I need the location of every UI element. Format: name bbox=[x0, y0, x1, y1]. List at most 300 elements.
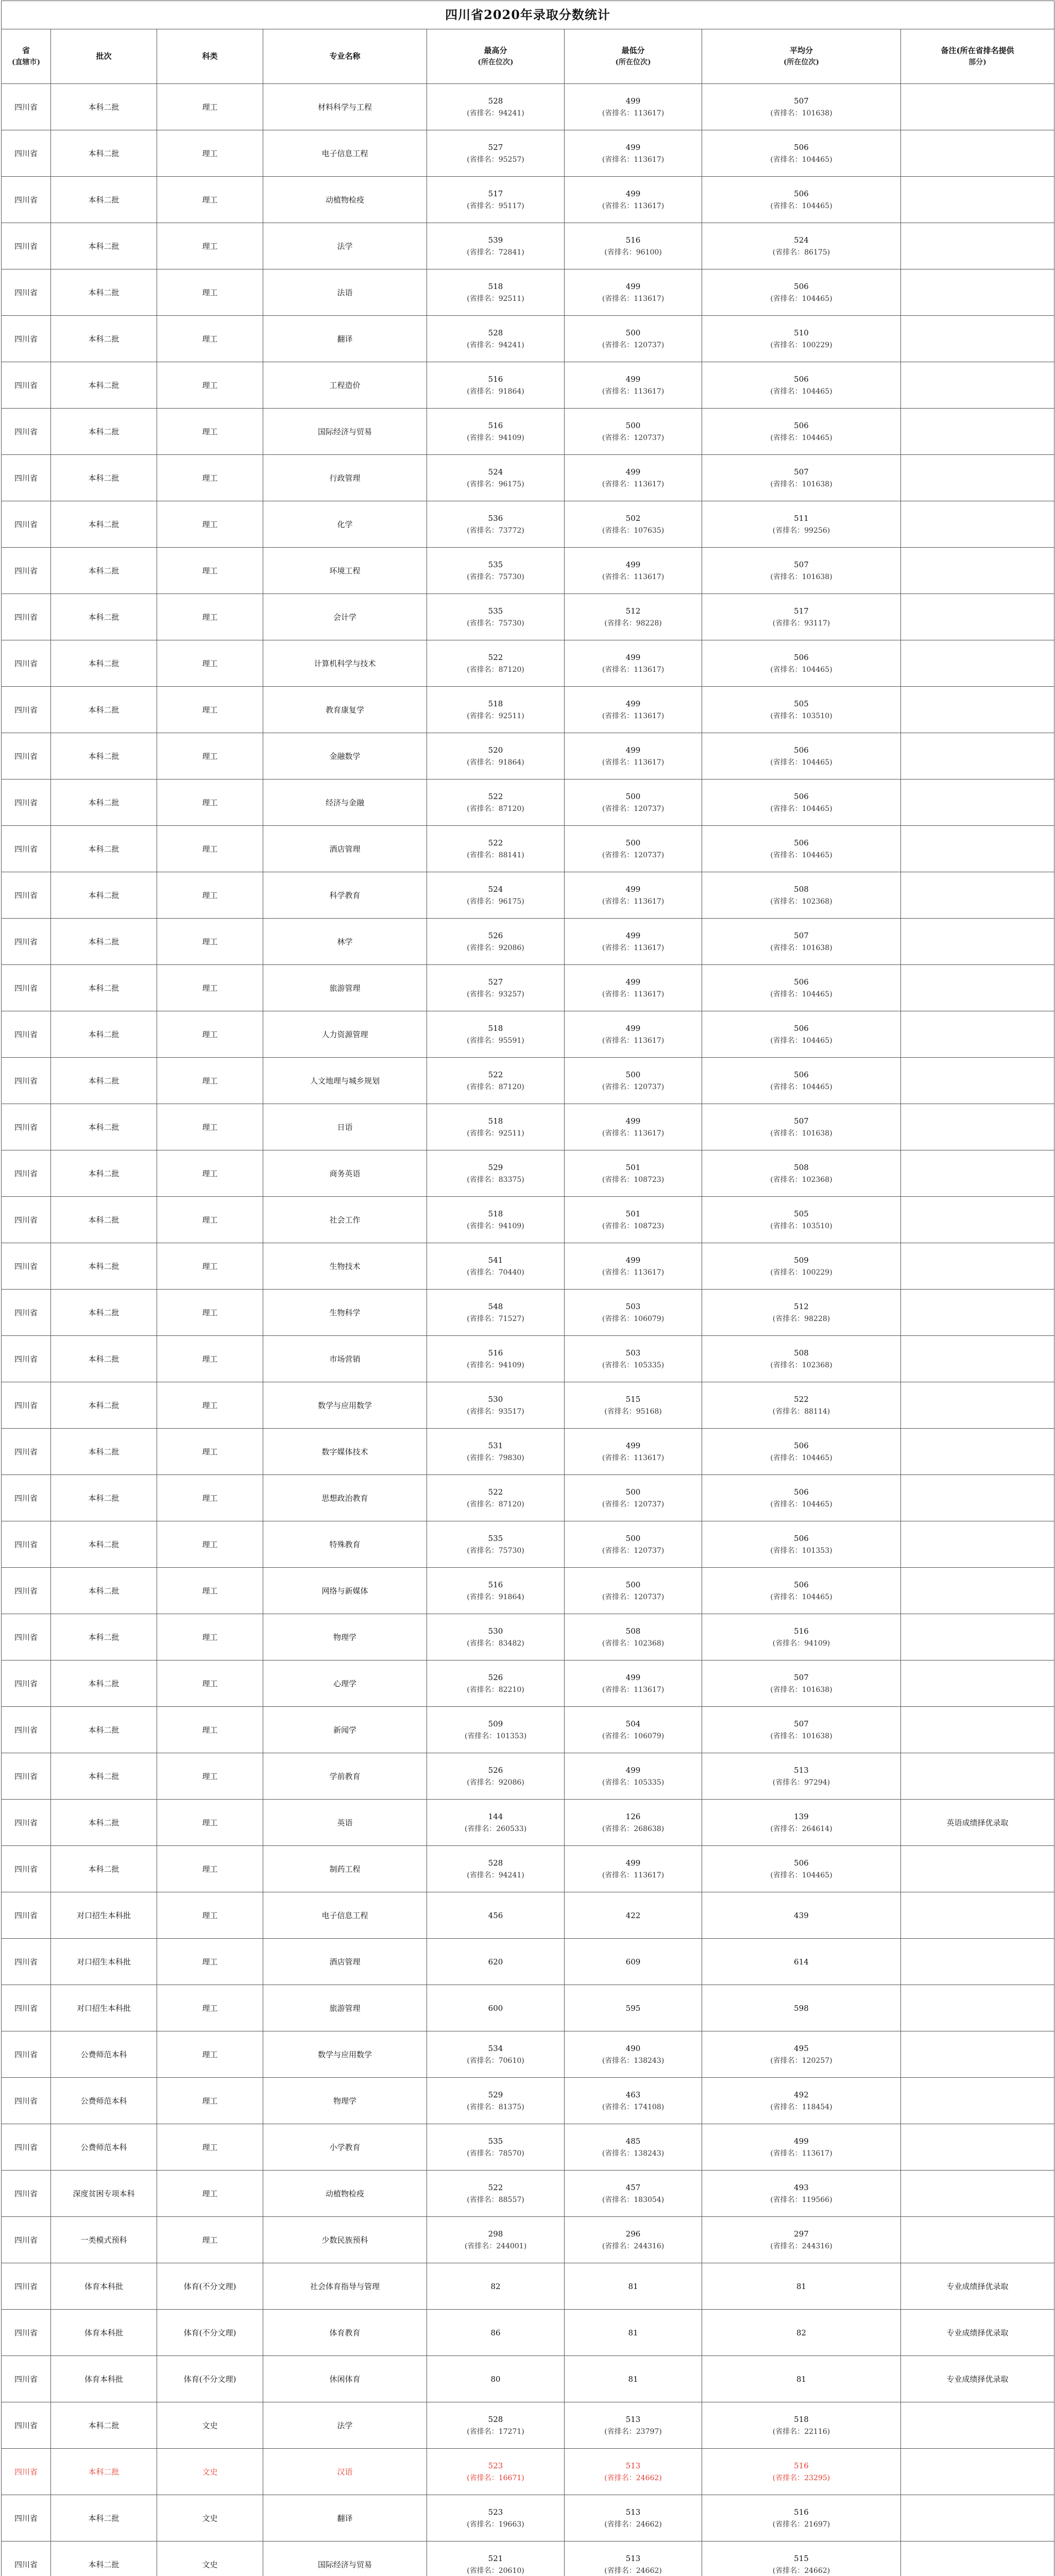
cell-max-score: 530 (省排名：93517) bbox=[427, 1382, 565, 1429]
cell-province: 四川省 bbox=[2, 1521, 51, 1568]
table-row bbox=[2, 1058, 1054, 1104]
cell-category: 理工 bbox=[157, 1382, 263, 1429]
table-row bbox=[2, 2031, 1054, 2078]
cell-min-score: 501 (省排名：108723) bbox=[565, 1197, 702, 1243]
cell-category: 理工 bbox=[157, 409, 263, 455]
cell-major: 英语 bbox=[263, 1800, 427, 1846]
cell-note bbox=[901, 1104, 1054, 1150]
cell-min-score: 515 (省排名：95168) bbox=[565, 1382, 702, 1429]
table-row bbox=[2, 826, 1054, 872]
cell-province: 四川省 bbox=[2, 1475, 51, 1521]
cell-province: 四川省 bbox=[2, 1985, 51, 2031]
cell-avg-score: 516 (省排名：23295) bbox=[702, 2449, 901, 2495]
cell-min-score: 499 (省排名：113617) bbox=[565, 130, 702, 177]
cell-note bbox=[901, 1150, 1054, 1197]
cell-category: 理工 bbox=[157, 965, 263, 1011]
cell-category: 理工 bbox=[157, 455, 263, 501]
cell-max-score: 529 (省排名：81375) bbox=[427, 2078, 565, 2124]
cell-major: 网络与新媒体 bbox=[263, 1568, 427, 1614]
cell-max-score: 531 (省排名：79830) bbox=[427, 1429, 565, 1475]
cell-major: 生物技术 bbox=[263, 1243, 427, 1290]
cell-avg-score: 507 (省排名：101638) bbox=[702, 1707, 901, 1753]
table-row bbox=[2, 1150, 1054, 1197]
cell-min-score: 503 (省排名：105335) bbox=[565, 1336, 702, 1382]
cell-province: 四川省 bbox=[2, 2124, 51, 2171]
cell-avg-score: 517 (省排名：93117) bbox=[702, 594, 901, 640]
cell-min-score: 516 (省排名：96100) bbox=[565, 223, 702, 269]
cell-major: 翻译 bbox=[263, 2495, 427, 2541]
cell-min-score: 499 (省排名：113617) bbox=[565, 548, 702, 594]
cell-max-score: 80 bbox=[427, 2356, 565, 2402]
cell-province: 四川省 bbox=[2, 1846, 51, 1892]
cell-category: 文史 bbox=[157, 2449, 263, 2495]
cell-max-score: 520 (省排名：91864) bbox=[427, 733, 565, 779]
cell-batch: 本科二批 bbox=[51, 2402, 157, 2449]
cell-category: 理工 bbox=[157, 1846, 263, 1892]
cell-min-score: 490 (省排名：138243) bbox=[565, 2031, 702, 2078]
cell-min-score: 81 bbox=[565, 2263, 702, 2310]
cell-max-score: 82 bbox=[427, 2263, 565, 2310]
cell-province: 四川省 bbox=[2, 1660, 51, 1707]
cell-batch: 本科二批 bbox=[51, 733, 157, 779]
cell-note bbox=[901, 2031, 1054, 2078]
cell-major: 日语 bbox=[263, 1104, 427, 1150]
cell-avg-score: 518 (省排名：22116) bbox=[702, 2402, 901, 2449]
cell-avg-score: 439 bbox=[702, 1892, 901, 1939]
cell-province: 四川省 bbox=[2, 1150, 51, 1197]
cell-max-score: 527 (省排名：95257) bbox=[427, 130, 565, 177]
cell-avg-score: 81 bbox=[702, 2356, 901, 2402]
cell-batch: 本科二批 bbox=[51, 1614, 157, 1660]
cell-note bbox=[901, 269, 1054, 316]
cell-category: 理工 bbox=[157, 316, 263, 362]
cell-major: 休闲体育 bbox=[263, 2356, 427, 2402]
table-row bbox=[2, 2124, 1054, 2171]
cell-note bbox=[901, 1521, 1054, 1568]
cell-province: 四川省 bbox=[2, 2078, 51, 2124]
cell-batch: 本科二批 bbox=[51, 1660, 157, 1707]
cell-note bbox=[901, 455, 1054, 501]
cell-province: 四川省 bbox=[2, 1892, 51, 1939]
cell-max-score: 518 (省排名：94109) bbox=[427, 1197, 565, 1243]
cell-max-score: 518 (省排名：92511) bbox=[427, 269, 565, 316]
cell-max-score: 518 (省排名：95591) bbox=[427, 1011, 565, 1058]
cell-max-score: 535 (省排名：75730) bbox=[427, 1521, 565, 1568]
cell-batch: 体育本科批 bbox=[51, 2310, 157, 2356]
cell-major: 酒店管理 bbox=[263, 826, 427, 872]
cell-major: 动植物检疫 bbox=[263, 2171, 427, 2217]
header-min-score: 最低分 (所在位次) bbox=[565, 29, 702, 84]
cell-major: 科学教育 bbox=[263, 872, 427, 919]
cell-avg-score: 614 bbox=[702, 1939, 901, 1985]
cell-note bbox=[901, 177, 1054, 223]
cell-max-score: 535 (省排名：78570) bbox=[427, 2124, 565, 2171]
cell-max-score: 522 (省排名：87120) bbox=[427, 1058, 565, 1104]
cell-note bbox=[901, 2449, 1054, 2495]
cell-batch: 对口招生本科批 bbox=[51, 1892, 157, 1939]
cell-min-score: 513 (省排名：24662) bbox=[565, 2495, 702, 2541]
cell-max-score: 534 (省排名：70610) bbox=[427, 2031, 565, 2078]
cell-avg-score: 499 (省排名：113617) bbox=[702, 2124, 901, 2171]
cell-note bbox=[901, 1243, 1054, 1290]
cell-note bbox=[901, 1614, 1054, 1660]
cell-note bbox=[901, 84, 1054, 130]
cell-major: 特殊教育 bbox=[263, 1521, 427, 1568]
cell-major: 数字媒体技术 bbox=[263, 1429, 427, 1475]
cell-min-score: 500 (省排名：120737) bbox=[565, 1568, 702, 1614]
cell-max-score: 528 (省排名：94241) bbox=[427, 316, 565, 362]
header-note: 备注(所在省排名提供 部分) bbox=[901, 29, 1054, 84]
cell-category: 理工 bbox=[157, 1753, 263, 1800]
table-row bbox=[2, 316, 1054, 362]
cell-note bbox=[901, 1892, 1054, 1939]
cell-min-score: 500 (省排名：120737) bbox=[565, 1521, 702, 1568]
cell-max-score: 522 (省排名：87120) bbox=[427, 1475, 565, 1521]
table-row bbox=[2, 2495, 1054, 2541]
cell-min-score: 500 (省排名：120737) bbox=[565, 779, 702, 826]
cell-major: 行政管理 bbox=[263, 455, 427, 501]
cell-avg-score: 506 (省排名：104465) bbox=[702, 1429, 901, 1475]
cell-note bbox=[901, 362, 1054, 409]
cell-major: 旅游管理 bbox=[263, 965, 427, 1011]
cell-max-score: 522 (省排名：87120) bbox=[427, 779, 565, 826]
cell-category: 文史 bbox=[157, 2495, 263, 2541]
cell-major: 翻译 bbox=[263, 316, 427, 362]
cell-note: 专业成绩择优录取 bbox=[901, 2356, 1054, 2402]
cell-avg-score: 506 (省排名：104465) bbox=[702, 733, 901, 779]
cell-category: 理工 bbox=[157, 1104, 263, 1150]
cell-max-score: 524 (省排名：96175) bbox=[427, 455, 565, 501]
table-row bbox=[2, 1660, 1054, 1707]
cell-avg-score: 507 (省排名：101638) bbox=[702, 1660, 901, 1707]
cell-avg-score: 297 (省排名：244316) bbox=[702, 2217, 901, 2263]
cell-batch: 本科二批 bbox=[51, 687, 157, 733]
cell-avg-score: 506 (省排名：104465) bbox=[702, 965, 901, 1011]
cell-major: 体育教育 bbox=[263, 2310, 427, 2356]
table-row bbox=[2, 687, 1054, 733]
cell-min-score: 499 (省排名：113617) bbox=[565, 919, 702, 965]
cell-category: 理工 bbox=[157, 1707, 263, 1753]
cell-category: 理工 bbox=[157, 1011, 263, 1058]
cell-max-score: 523 (省排名：16671) bbox=[427, 2449, 565, 2495]
header-avg-score: 平均分 (所在位次) bbox=[702, 29, 901, 84]
cell-category: 理工 bbox=[157, 2217, 263, 2263]
cell-min-score: 502 (省排名：107635) bbox=[565, 501, 702, 548]
table-row bbox=[2, 501, 1054, 548]
cell-province: 四川省 bbox=[2, 1058, 51, 1104]
cell-note bbox=[901, 594, 1054, 640]
cell-avg-score: 507 (省排名：101638) bbox=[702, 1104, 901, 1150]
cell-category: 理工 bbox=[157, 1058, 263, 1104]
cell-category: 理工 bbox=[157, 1800, 263, 1846]
cell-avg-score: 507 (省排名：101638) bbox=[702, 548, 901, 594]
table-row bbox=[2, 1753, 1054, 1800]
table-row bbox=[2, 1521, 1054, 1568]
cell-avg-score: 515 (省排名：24662) bbox=[702, 2541, 901, 2576]
cell-min-score: 499 (省排名：113617) bbox=[565, 455, 702, 501]
cell-max-score: 528 (省排名：94241) bbox=[427, 84, 565, 130]
cell-major: 电子信息工程 bbox=[263, 1892, 427, 1939]
table-row bbox=[2, 2356, 1054, 2402]
header-province: 省 (直辖市) bbox=[2, 29, 51, 84]
cell-min-score: 500 (省排名：120737) bbox=[565, 1475, 702, 1521]
cell-batch: 本科二批 bbox=[51, 2541, 157, 2576]
cell-major: 市场营销 bbox=[263, 1336, 427, 1382]
cell-major: 法语 bbox=[263, 269, 427, 316]
cell-max-score: 527 (省排名：93257) bbox=[427, 965, 565, 1011]
cell-max-score: 523 (省排名：19663) bbox=[427, 2495, 565, 2541]
cell-major: 人文地理与城乡规划 bbox=[263, 1058, 427, 1104]
cell-note bbox=[901, 779, 1054, 826]
cell-major: 法学 bbox=[263, 2402, 427, 2449]
cell-batch: 本科二批 bbox=[51, 269, 157, 316]
cell-note bbox=[901, 1475, 1054, 1521]
cell-category: 理工 bbox=[157, 269, 263, 316]
cell-major: 林学 bbox=[263, 919, 427, 965]
cell-note: 专业成绩择优录取 bbox=[901, 2263, 1054, 2310]
cell-min-score: 499 (省排名：113617) bbox=[565, 872, 702, 919]
cell-batch: 本科二批 bbox=[51, 2495, 157, 2541]
cell-batch: 本科二批 bbox=[51, 1011, 157, 1058]
cell-max-score: 517 (省排名：95117) bbox=[427, 177, 565, 223]
cell-batch: 本科二批 bbox=[51, 594, 157, 640]
cell-avg-score: 506 (省排名：104465) bbox=[702, 1011, 901, 1058]
cell-avg-score: 506 (省排名：104465) bbox=[702, 130, 901, 177]
cell-major: 思想政治教育 bbox=[263, 1475, 427, 1521]
cell-max-score: 516 (省排名：91864) bbox=[427, 362, 565, 409]
table-row bbox=[2, 1475, 1054, 1521]
cell-batch: 本科二批 bbox=[51, 779, 157, 826]
table-row bbox=[2, 594, 1054, 640]
cell-batch: 本科二批 bbox=[51, 548, 157, 594]
cell-min-score: 504 (省排名：106079) bbox=[565, 1707, 702, 1753]
cell-batch: 对口招生本科批 bbox=[51, 1985, 157, 2031]
cell-major: 物理学 bbox=[263, 1614, 427, 1660]
cell-batch: 本科二批 bbox=[51, 1568, 157, 1614]
cell-min-score: 595 bbox=[565, 1985, 702, 2031]
cell-avg-score: 82 bbox=[702, 2310, 901, 2356]
cell-min-score: 499 (省排名：113617) bbox=[565, 1104, 702, 1150]
cell-batch: 本科二批 bbox=[51, 1521, 157, 1568]
cell-batch: 公费师范本科 bbox=[51, 2124, 157, 2171]
cell-category: 理工 bbox=[157, 1892, 263, 1939]
table-row bbox=[2, 1892, 1054, 1939]
cell-avg-score: 495 (省排名：120257) bbox=[702, 2031, 901, 2078]
cell-batch: 本科二批 bbox=[51, 640, 157, 687]
cell-min-score: 422 bbox=[565, 1892, 702, 1939]
cell-max-score: 530 (省排名：83482) bbox=[427, 1614, 565, 1660]
cell-category: 理工 bbox=[157, 548, 263, 594]
cell-province: 四川省 bbox=[2, 1011, 51, 1058]
cell-note bbox=[901, 1846, 1054, 1892]
cell-min-score: 508 (省排名：102368) bbox=[565, 1614, 702, 1660]
cell-category: 理工 bbox=[157, 84, 263, 130]
cell-province: 四川省 bbox=[2, 501, 51, 548]
cell-batch: 本科二批 bbox=[51, 84, 157, 130]
cell-province: 四川省 bbox=[2, 1382, 51, 1429]
cell-note bbox=[901, 1753, 1054, 1800]
cell-province: 四川省 bbox=[2, 919, 51, 965]
cell-province: 四川省 bbox=[2, 2495, 51, 2541]
cell-category: 理工 bbox=[157, 1150, 263, 1197]
cell-province: 四川省 bbox=[2, 409, 51, 455]
cell-note bbox=[901, 919, 1054, 965]
cell-province: 四川省 bbox=[2, 1939, 51, 1985]
cell-province: 四川省 bbox=[2, 1614, 51, 1660]
header-major: 专业名称 bbox=[263, 29, 427, 84]
cell-province: 四川省 bbox=[2, 594, 51, 640]
cell-batch: 本科二批 bbox=[51, 1846, 157, 1892]
cell-province: 四川省 bbox=[2, 2356, 51, 2402]
cell-note bbox=[901, 826, 1054, 872]
cell-category: 理工 bbox=[157, 2124, 263, 2171]
cell-min-score: 499 (省排名：113617) bbox=[565, 640, 702, 687]
cell-province: 四川省 bbox=[2, 687, 51, 733]
cell-category: 理工 bbox=[157, 2078, 263, 2124]
cell-note bbox=[901, 1660, 1054, 1707]
table-row bbox=[2, 1568, 1054, 1614]
cell-max-score: 528 (省排名：94241) bbox=[427, 1846, 565, 1892]
cell-note bbox=[901, 872, 1054, 919]
cell-batch: 公费师范本科 bbox=[51, 2031, 157, 2078]
cell-max-score: 518 (省排名：92511) bbox=[427, 687, 565, 733]
cell-province: 四川省 bbox=[2, 84, 51, 130]
cell-avg-score: 516 (省排名：94109) bbox=[702, 1614, 901, 1660]
cell-avg-score: 506 (省排名：101353) bbox=[702, 1521, 901, 1568]
cell-major: 材料科学与工程 bbox=[263, 84, 427, 130]
cell-major: 教育康复学 bbox=[263, 687, 427, 733]
cell-batch: 一类模式预科 bbox=[51, 2217, 157, 2263]
cell-min-score: 499 (省排名：113617) bbox=[565, 1011, 702, 1058]
table-row bbox=[2, 1429, 1054, 1475]
cell-note: 英语成绩择优录取 bbox=[901, 1800, 1054, 1846]
cell-note bbox=[901, 409, 1054, 455]
cell-min-score: 457 (省排名：183054) bbox=[565, 2171, 702, 2217]
cell-min-score: 499 (省排名：113617) bbox=[565, 965, 702, 1011]
table-row bbox=[2, 733, 1054, 779]
table-row bbox=[2, 2310, 1054, 2356]
cell-max-score: 541 (省排名：70440) bbox=[427, 1243, 565, 1290]
cell-note: 专业成绩择优录取 bbox=[901, 2310, 1054, 2356]
cell-max-score: 86 bbox=[427, 2310, 565, 2356]
cell-min-score: 81 bbox=[565, 2356, 702, 2402]
cell-batch: 公费师范本科 bbox=[51, 2078, 157, 2124]
cell-min-score: 500 (省排名：120737) bbox=[565, 316, 702, 362]
cell-avg-score: 508 (省排名：102368) bbox=[702, 1336, 901, 1382]
cell-note bbox=[901, 2171, 1054, 2217]
cell-batch: 本科二批 bbox=[51, 455, 157, 501]
cell-batch: 本科二批 bbox=[51, 1290, 157, 1336]
cell-min-score: 499 (省排名：113617) bbox=[565, 84, 702, 130]
cell-category: 体育(不分文理) bbox=[157, 2310, 263, 2356]
cell-avg-score: 506 (省排名：104465) bbox=[702, 1058, 901, 1104]
cell-batch: 本科二批 bbox=[51, 1429, 157, 1475]
cell-category: 理工 bbox=[157, 733, 263, 779]
cell-avg-score: 508 (省排名：102368) bbox=[702, 872, 901, 919]
cell-province: 四川省 bbox=[2, 2263, 51, 2310]
cell-avg-score: 505 (省排名：103510) bbox=[702, 1197, 901, 1243]
cell-major: 社会工作 bbox=[263, 1197, 427, 1243]
cell-major: 生物科学 bbox=[263, 1290, 427, 1336]
cell-category: 理工 bbox=[157, 130, 263, 177]
cell-batch: 本科二批 bbox=[51, 1475, 157, 1521]
cell-avg-score: 506 (省排名：104465) bbox=[702, 409, 901, 455]
cell-province: 四川省 bbox=[2, 733, 51, 779]
cell-avg-score: 506 (省排名：104465) bbox=[702, 640, 901, 687]
cell-max-score: 536 (省排名：73772) bbox=[427, 501, 565, 548]
cell-note bbox=[901, 1197, 1054, 1243]
cell-max-score: 516 (省排名：94109) bbox=[427, 1336, 565, 1382]
cell-max-score: 298 (省排名：244001) bbox=[427, 2217, 565, 2263]
cell-note bbox=[901, 1707, 1054, 1753]
header-max-score: 最高分 (所在位次) bbox=[427, 29, 565, 84]
cell-batch: 本科二批 bbox=[51, 1150, 157, 1197]
cell-note bbox=[901, 501, 1054, 548]
cell-avg-score: 513 (省排名：97294) bbox=[702, 1753, 901, 1800]
cell-province: 四川省 bbox=[2, 2449, 51, 2495]
cell-note bbox=[901, 1336, 1054, 1382]
cell-province: 四川省 bbox=[2, 2402, 51, 2449]
table-row bbox=[2, 455, 1054, 501]
cell-batch: 本科二批 bbox=[51, 362, 157, 409]
cell-major: 国际经济与贸易 bbox=[263, 409, 427, 455]
cell-avg-score: 492 (省排名：118454) bbox=[702, 2078, 901, 2124]
cell-note bbox=[901, 2541, 1054, 2576]
cell-max-score: 535 (省排名：75730) bbox=[427, 548, 565, 594]
cell-major: 少数民族预科 bbox=[263, 2217, 427, 2263]
cell-province: 四川省 bbox=[2, 269, 51, 316]
table-row bbox=[2, 177, 1054, 223]
table-row bbox=[2, 409, 1054, 455]
cell-max-score: 516 (省排名：91864) bbox=[427, 1568, 565, 1614]
cell-batch: 本科二批 bbox=[51, 965, 157, 1011]
cell-major: 数学与应用数学 bbox=[263, 1382, 427, 1429]
cell-min-score: 499 (省排名：113617) bbox=[565, 733, 702, 779]
cell-major: 酒店管理 bbox=[263, 1939, 427, 1985]
table-header-row bbox=[2, 29, 1054, 84]
cell-batch: 本科二批 bbox=[51, 872, 157, 919]
table-row bbox=[2, 269, 1054, 316]
cell-note bbox=[901, 2217, 1054, 2263]
cell-province: 四川省 bbox=[2, 1197, 51, 1243]
cell-note bbox=[901, 548, 1054, 594]
cell-avg-score: 522 (省排名：88114) bbox=[702, 1382, 901, 1429]
cell-province: 四川省 bbox=[2, 965, 51, 1011]
cell-min-score: 513 (省排名：24662) bbox=[565, 2541, 702, 2576]
cell-min-score: 296 (省排名：244316) bbox=[565, 2217, 702, 2263]
cell-note bbox=[901, 223, 1054, 269]
cell-batch: 本科二批 bbox=[51, 1104, 157, 1150]
cell-province: 四川省 bbox=[2, 826, 51, 872]
cell-note bbox=[901, 2402, 1054, 2449]
cell-major: 物理学 bbox=[263, 2078, 427, 2124]
cell-province: 四川省 bbox=[2, 872, 51, 919]
cell-batch: 本科二批 bbox=[51, 501, 157, 548]
cell-note bbox=[901, 1290, 1054, 1336]
cell-province: 四川省 bbox=[2, 1800, 51, 1846]
table-row bbox=[2, 1939, 1054, 1985]
cell-note bbox=[901, 130, 1054, 177]
cell-note bbox=[901, 640, 1054, 687]
cell-category: 文史 bbox=[157, 2541, 263, 2576]
cell-province: 四川省 bbox=[2, 1290, 51, 1336]
cell-min-score: 513 (省排名：24662) bbox=[565, 2449, 702, 2495]
cell-province: 四川省 bbox=[2, 1336, 51, 1382]
cell-max-score: 516 (省排名：94109) bbox=[427, 409, 565, 455]
cell-batch: 本科二批 bbox=[51, 1197, 157, 1243]
header-batch: 批次 bbox=[51, 29, 157, 84]
cell-max-score: 620 bbox=[427, 1939, 565, 1985]
